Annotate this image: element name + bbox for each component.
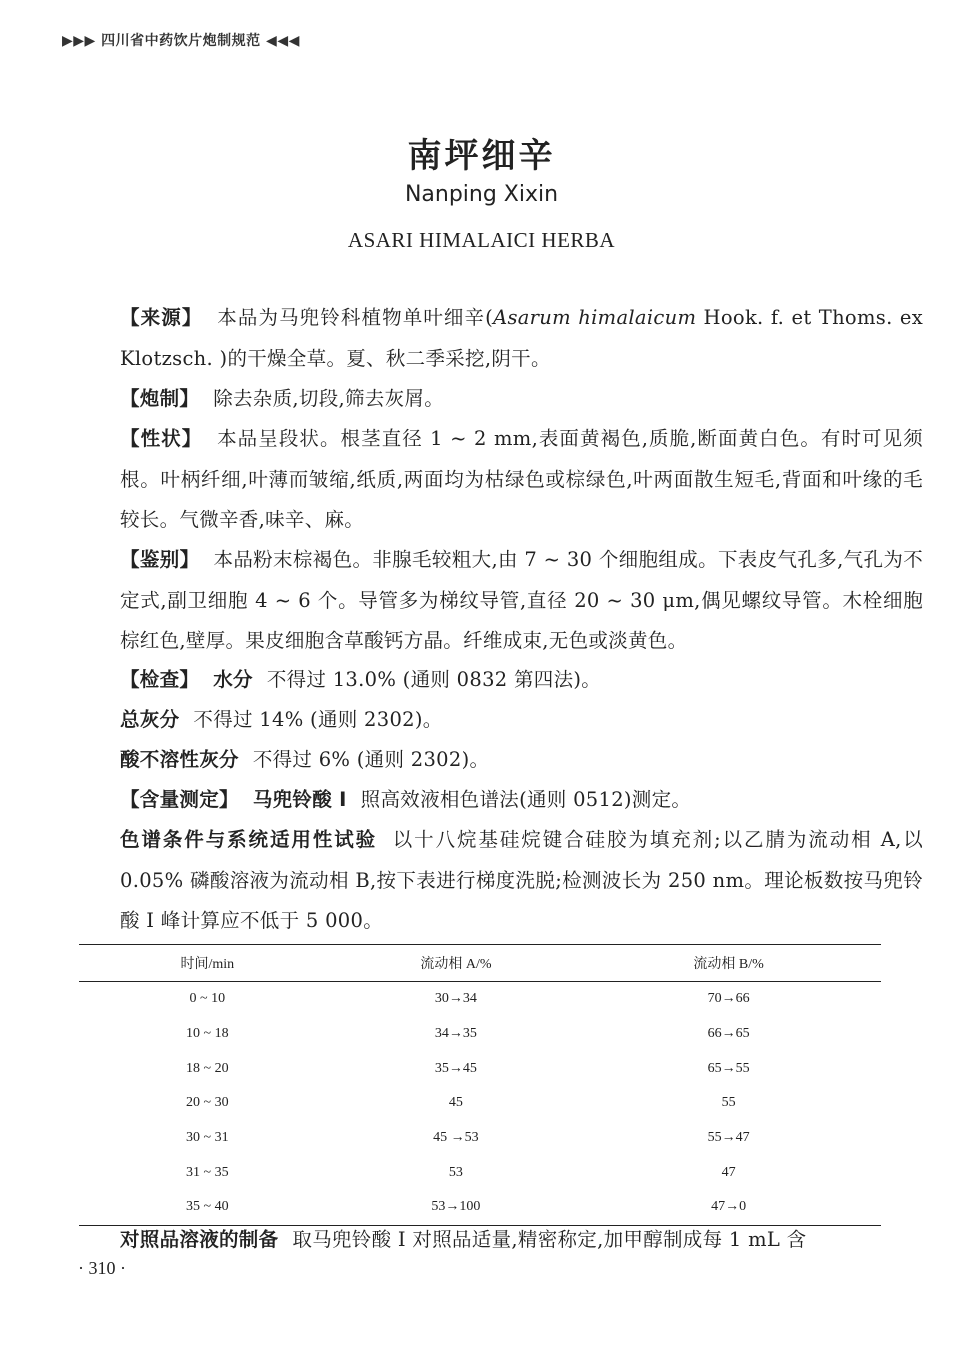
reference-text: 取马兜铃酸 Ⅰ 对照品适量,精密称定,加甲醇制成每 1 mL 含 (292, 1228, 807, 1251)
table-row (79, 982, 881, 1017)
cell-time: 10 ~ 18 (186, 1026, 229, 1042)
cell-phase-a: 45 (448, 1095, 463, 1111)
monograph-latin-name: ASARI HIMALAICI HERBA (347, 228, 616, 252)
cell-time: 30 ~ 31 (186, 1130, 229, 1146)
inspection-label: 【检查】 (120, 668, 200, 691)
processing-text: 除去杂质,切段,筛去灰屑。 (213, 387, 445, 410)
header-phase-b: 流动相 B/% (576, 945, 881, 982)
identification-label: 【鉴别】 (120, 548, 200, 571)
cell-time: 20 ~ 30 (186, 1095, 229, 1111)
cell-time: 31 ~ 35 (186, 1164, 229, 1180)
running-header: ▶▶▶ 四川省中药饮片炮制规范 ◀◀◀ (62, 33, 300, 49)
header-phase-a: 流动相 A/% (336, 945, 577, 982)
assay-label: 【含量测定】 (120, 788, 239, 811)
identification-text: 本品粉末棕褐色。非腺毛较粗大,由 7 ~ 30 个细胞组成。下表皮气孔多,气孔为不定式,副卫细胞 4 ~ 6 个。导管多为梯纹导管,直径 20 ~ 30 μm,偶见螺纹导管。木栓细胞棕红色,壁厚。果皮细胞含草酸钙方晶。纤维成束,无色或淡黄色。 (120, 548, 923, 652)
table-row (79, 1121, 881, 1156)
water-text: 不得过 13.0% (通则 0832 第四法)。 (266, 668, 602, 691)
cell-time: 18 ~ 20 (186, 1060, 229, 1076)
cell-phase-b: 55→47 (707, 1130, 750, 1146)
table-row (79, 1086, 881, 1121)
assay-text: 照高效液相色谱法(通则 0512)测定。 (360, 788, 692, 811)
table-row (79, 1155, 881, 1190)
source-text-b: Hook. f. et Thoms. ex Klotzsch. )的干燥全草。夏、秋二季采挖,阴干。 (120, 306, 924, 370)
assay-analyte: 马兜铃酸 Ⅰ (252, 788, 347, 811)
cell-time: 0 ~ 10 (189, 991, 226, 1007)
table-header-row (79, 945, 881, 982)
gradient-table (79, 944, 881, 1226)
section-processing (80, 379, 923, 420)
table-row (79, 1051, 881, 1086)
cell-phase-b: 65→55 (707, 1060, 750, 1076)
section-identification (80, 540, 923, 662)
cell-phase-a: 45 →53 (433, 1130, 479, 1146)
total-ash-text: 不得过 14% (通则 2302)。 (193, 708, 443, 731)
cell-phase-a: 34→35 (434, 1026, 477, 1042)
chrom-text: 以十八烷基硅烷键合硅胶为填充剂;以乙腈为流动相 A,以 0.05% 磷酸溶液为流动相 B,按下表进行梯度洗脱;检测波长为 250 nm。理论板数按马兜铃酸 Ⅰ 峰计算应不低于 5 000。 (120, 828, 923, 932)
header-time: 时间/min (79, 945, 336, 982)
chrom-label: 色谱条件与系统适用性试验 (120, 828, 378, 851)
cell-phase-a: 35→45 (434, 1060, 477, 1076)
total-ash-label: 总灰分 (120, 708, 180, 731)
cell-phase-b: 55 (721, 1095, 736, 1111)
water-label: 水分 (213, 668, 253, 691)
character-label: 【性状】 (120, 427, 203, 450)
cell-phase-a: 53 (448, 1164, 463, 1180)
cell-phase-b: 47→0 (576, 1190, 881, 1225)
source-label: 【来源】 (120, 306, 203, 329)
monograph-title: 南坪细辛 (407, 136, 556, 176)
source-text-a: 本品为马兜铃科植物单叶细辛( (216, 306, 494, 329)
acid-ash-label: 酸不溶性灰分 (120, 748, 239, 771)
cell-phase-b: 47 (721, 1164, 736, 1180)
cell-phase-b: 70→66 (707, 991, 750, 1007)
section-reference-solution (80, 1220, 923, 1261)
section-total-ash (80, 700, 923, 741)
section-character (80, 419, 923, 541)
section-chromatography (80, 820, 923, 942)
section-source (80, 298, 923, 379)
cell-time: 35 ~ 40 (79, 1190, 336, 1225)
cell-phase-a: 30→34 (434, 991, 477, 1007)
monograph-pinyin: Nanping Xixin (404, 182, 559, 207)
table-row (79, 1017, 881, 1052)
processing-label: 【炮制】 (120, 387, 200, 410)
acid-ash-text: 不得过 6% (通则 2302)。 (252, 748, 490, 771)
page-number: · 310 · (78, 1258, 126, 1278)
section-acid-ash (80, 740, 923, 781)
species-name: Asarum himalaicum (493, 306, 697, 329)
reference-label: 对照品溶液的制备 (120, 1228, 279, 1251)
section-assay (80, 780, 923, 821)
cell-phase-b: 66→65 (707, 1026, 750, 1042)
cell-phase-a: 53→100 (336, 1190, 577, 1225)
section-inspection-water (80, 660, 923, 701)
character-text: 本品呈段状。根茎直径 1 ~ 2 mm,表面黄褐色,质脆,断面黄白色。有时可见须根。叶柄纤细,叶薄而皱缩,纸质,两面均为枯绿色或棕绿色,叶两面散生短毛,背面和叶缘的毛较长。气微辛香,味辛、麻。 (120, 427, 923, 531)
